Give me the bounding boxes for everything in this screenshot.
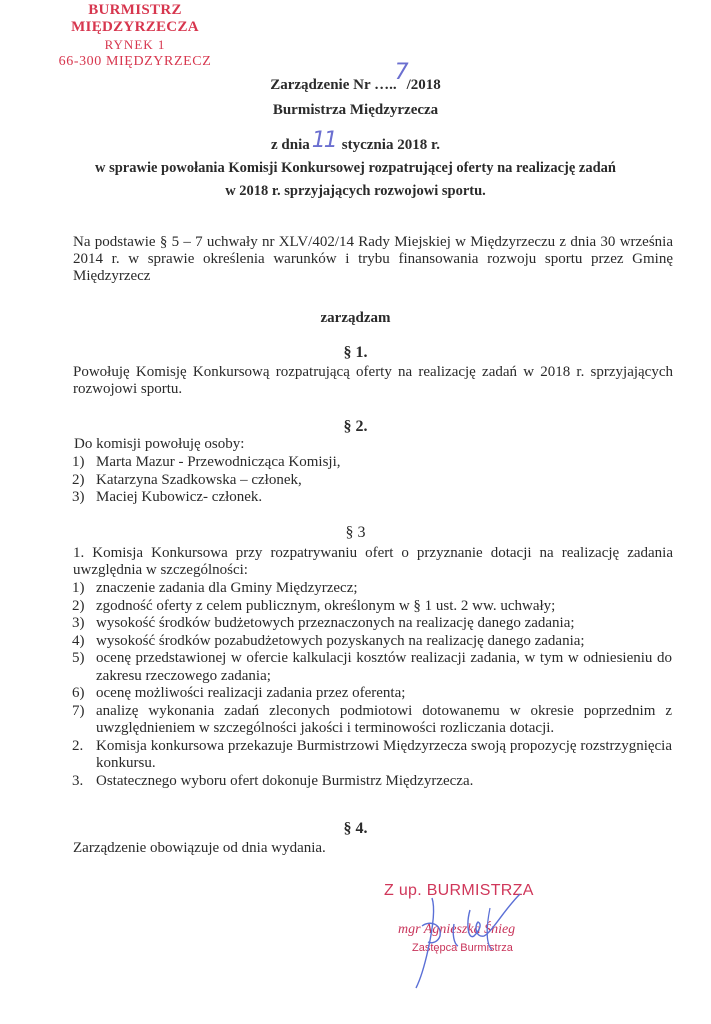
- stamp-line-office: BURMISTRZ MIĘDZYRZECZA: [71, 2, 199, 35]
- decree-word: zarządzam: [320, 310, 391, 326]
- member-item: 3) Maciej Kubowicz- członek.: [72, 489, 672, 507]
- issuer: Burmistrza Międzyrzecza: [272, 102, 439, 118]
- criterion-item: 7) analizę wykonania zadań zleconych podmiotowi dotowanemu w okresie poprzednim z uwzględnieniem w szczególności jakości i terminowości rozliczania dotacji.: [72, 702, 672, 736]
- member-name: Marta Mazur - Przewodnicząca Komisji,: [96, 454, 341, 470]
- section-2-heading: § 2.: [343, 418, 368, 435]
- member-item: 1) Marta Mazur - Przewodnicząca Komisji,: [72, 454, 672, 472]
- signatory-role: Zastępca Burmistrza: [412, 942, 513, 954]
- issue-date: [0, 130, 711, 155]
- section-3-heading: § 3: [345, 524, 366, 541]
- section-1-text: Powołuję Komisję Konkursową rozpatrującą oferty na realizację zadań w 2018 r. sprzyjających rozwojowi sportu.: [73, 364, 673, 397]
- criterion-item: 2) zgodność oferty z celem publicznym, określonym w § 1 ust. 2 ww. uchwały;: [72, 597, 556, 614]
- subject-line-2: w 2018 r. sprzyjających rozwojowi sportu.: [225, 183, 486, 199]
- stamp-line-street: RYNEK 1: [104, 37, 166, 52]
- criterion-item: 5) ocenę przedstawionej w ofercie kalkulacji kosztów realizacji zadania, w tym w odniesieniu do zakresu rzeczowego zadania;: [72, 650, 672, 684]
- title-dots: …..: [374, 77, 397, 93]
- signature-authority-stamp: Z up. BURMISTRZA: [384, 882, 534, 899]
- criterion-item: 6) ocenę możliwości realizacji zadania przez oferenta;: [72, 685, 406, 701]
- handwritten-number: 7: [394, 60, 409, 85]
- date-suffix: stycznia 2018 r.: [341, 137, 440, 153]
- legal-basis-paragraph: Na podstawie § 5 – 7 uchwały nr XLV/402/14 Rady Miejskiej w Międzyrzeczu z dnia 30 września 2014 r. w sprawie określenia warunków i trybu finansowania rozwoju sportu przez Gminę Międzyrzecz: [73, 234, 673, 284]
- criterion-item: 3) wysokość środków budżetowych przeznaczonych na realizację danego zadania;: [72, 615, 575, 631]
- section-2-intro: Do komisji powołuję osoby:: [74, 436, 245, 452]
- section-3-point-1: 1. Komisja Konkursowa przy rozpatrywaniu ofert o przyznanie dotacji na realizację zadania uwzględnia w szczególności:: [73, 545, 673, 578]
- title-prefix: Zarządzenie Nr: [270, 77, 375, 93]
- section-3-point: 2. Komisja konkursowa przekazuje Burmistrzowi Międzyrzecza swoją propozycję rozstrzygnięcia konkursu.: [72, 737, 672, 771]
- date-prefix: z dnia: [271, 137, 310, 153]
- section-4-text: Zarządzenie obowiązuje od dnia wydania.: [73, 840, 326, 856]
- section-3-point: 3. Ostatecznego wyboru ofert dokonuje Burmistrz Międzyrzecza.: [72, 772, 474, 789]
- signatory-name: mgr Agnieszka Śnieg: [398, 922, 516, 937]
- member-name: Maciej Kubowicz- członek.: [96, 489, 263, 505]
- criterion-item: 1) znaczenie zadania dla Gminy Międzyrzecz;: [72, 580, 358, 596]
- section-1-heading: § 1.: [343, 344, 368, 361]
- member-item: 2) Katarzyna Szadkowska – członek,: [72, 472, 672, 490]
- subject-line-1: w sprawie powołania Komisji Konkursowej rozpatrującej oferty na realizację zadań: [95, 160, 616, 176]
- handwritten-signature-icon: [370, 880, 570, 990]
- criterion-item: 4) wysokość środków pozabudżetowych pozyskanych na realizację danego zadania;: [72, 632, 585, 649]
- member-name: Katarzyna Szadkowska – członek,: [96, 471, 302, 488]
- signature-block: [370, 880, 570, 980]
- official-stamp: [30, 2, 240, 70]
- stamp-line-postal: 66-300 MIĘDZYRZECZ: [58, 54, 212, 69]
- handwritten-day: 11: [311, 128, 336, 153]
- section-4-heading: § 4.: [343, 820, 368, 837]
- evaluation-criteria-list: [72, 580, 672, 790]
- title-suffix: /2018: [406, 77, 441, 93]
- committee-members-list: [72, 454, 672, 507]
